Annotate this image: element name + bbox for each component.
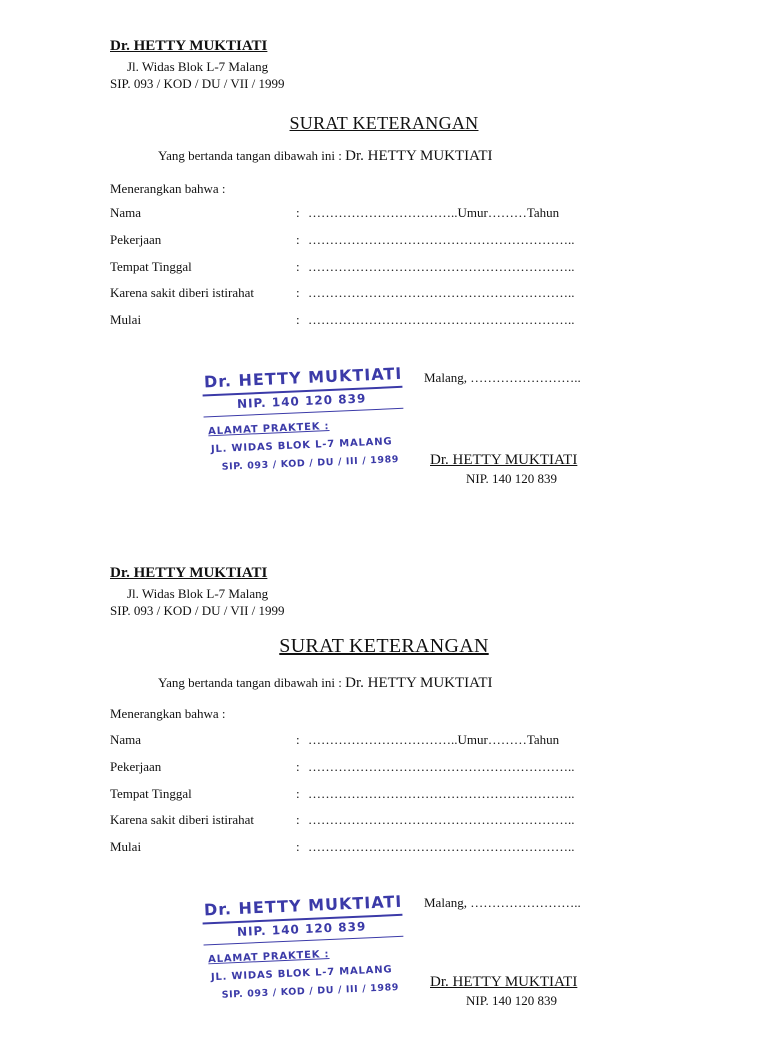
field-blank-nama[interactable]: ……………………………..Umur………Tahun bbox=[308, 205, 560, 220]
field-colon: : bbox=[296, 285, 300, 300]
stamp-name: Dr. HETTY MUKTIATI bbox=[203, 363, 403, 392]
stamp-address: JL. WIDAS BLOK L-7 MALANG bbox=[210, 964, 393, 984]
field-blank-mulai[interactable]: …………………………………………………….. bbox=[308, 312, 575, 327]
stamp-nip: NIP. 140 120 839 bbox=[236, 919, 367, 940]
header-address: Jl. Widas Blok L-7 Malang bbox=[127, 59, 269, 74]
header-address: Jl. Widas Blok L-7 Malang bbox=[127, 586, 269, 601]
intro-text: Yang bertanda tangan dibawah ini : bbox=[158, 675, 342, 690]
doctor-stamp bbox=[198, 361, 417, 488]
field-label-mulai: Mulai bbox=[110, 839, 142, 854]
field-label-nama: Nama bbox=[110, 732, 142, 747]
stamp-address: JL. WIDAS BLOK L-7 MALANG bbox=[210, 436, 393, 456]
menerangkan-label: Menerangkan bahwa : bbox=[110, 706, 226, 721]
stamp-label: ALAMAT PRAKTEK : bbox=[207, 949, 330, 966]
field-blank-pekerjaan[interactable]: …………………………………………………….. bbox=[308, 759, 575, 774]
field-label-tempat-tinggal: Tempat Tinggal bbox=[110, 259, 192, 274]
field-colon: : bbox=[296, 259, 300, 274]
signature-name: Dr. HETTY MUKTIATI bbox=[430, 452, 578, 468]
document-title: SURAT KETERANGAN bbox=[289, 113, 479, 133]
letter-2 bbox=[0, 527, 768, 1039]
field-label-pekerjaan: Pekerjaan bbox=[110, 759, 162, 774]
signature-name: Dr. HETTY MUKTIATI bbox=[430, 974, 578, 990]
intro-line bbox=[158, 675, 492, 692]
stamp-rule bbox=[204, 408, 404, 418]
stamp-label: ALAMAT PRAKTEK : bbox=[207, 421, 330, 438]
signature-nip: NIP. 140 120 839 bbox=[466, 993, 558, 1008]
stamp-sip: SIP. 093 / KOD / DU / III / 1989 bbox=[221, 454, 400, 473]
field-label-pekerjaan: Pekerjaan bbox=[110, 232, 162, 247]
field-colon: : bbox=[296, 732, 300, 747]
header-doctor-name: Dr. HETTY MUKTIATI bbox=[110, 38, 268, 54]
field-blank-pekerjaan[interactable]: …………………………………………………….. bbox=[308, 232, 575, 247]
stamp-rule bbox=[204, 936, 404, 946]
stamp-sip: SIP. 093 / KOD / DU / III / 1989 bbox=[221, 982, 400, 1001]
field-blank-nama[interactable]: ……………………………..Umur………Tahun bbox=[308, 732, 560, 747]
field-colon: : bbox=[296, 812, 300, 827]
field-label-mulai: Mulai bbox=[110, 312, 142, 327]
document-title: SURAT KETERANGAN bbox=[279, 635, 489, 657]
field-blank-istirahat[interactable]: …………………………………………………….. bbox=[308, 285, 575, 300]
field-blank-istirahat[interactable]: …………………………………………………….. bbox=[308, 812, 575, 827]
doctor-stamp bbox=[198, 889, 417, 1016]
field-colon: : bbox=[296, 232, 300, 247]
field-colon: : bbox=[296, 312, 300, 327]
header-sip: SIP. 093 / KOD / DU / VII / 1999 bbox=[110, 603, 285, 618]
header-sip: SIP. 093 / KOD / DU / VII / 1999 bbox=[110, 76, 285, 91]
field-label-nama: Nama bbox=[110, 205, 142, 220]
field-colon: : bbox=[296, 786, 300, 801]
place-date[interactable]: Malang, …………………….. bbox=[424, 895, 581, 910]
field-blank-mulai[interactable]: …………………………………………………….. bbox=[308, 839, 575, 854]
intro-name: Dr. HETTY MUKTIATI bbox=[345, 148, 493, 164]
intro-line bbox=[158, 148, 492, 165]
field-colon: : bbox=[296, 205, 300, 220]
signature-nip: NIP. 140 120 839 bbox=[466, 471, 558, 486]
field-label-tempat-tinggal: Tempat Tinggal bbox=[110, 786, 192, 801]
intro-text: Yang bertanda tangan dibawah ini : bbox=[158, 148, 342, 163]
menerangkan-label: Menerangkan bahwa : bbox=[110, 181, 226, 196]
intro-name: Dr. HETTY MUKTIATI bbox=[345, 675, 493, 691]
field-colon: : bbox=[296, 839, 300, 854]
field-label-istirahat: Karena sakit diberi istirahat bbox=[110, 812, 255, 827]
field-label-istirahat: Karena sakit diberi istirahat bbox=[110, 285, 255, 300]
stamp-name: Dr. HETTY MUKTIATI bbox=[203, 891, 403, 920]
header-doctor-name: Dr. HETTY MUKTIATI bbox=[110, 565, 268, 581]
place-date[interactable]: Malang, …………………….. bbox=[424, 370, 581, 385]
field-blank-tempat-tinggal[interactable]: …………………………………………………….. bbox=[308, 786, 575, 801]
field-blank-tempat-tinggal[interactable]: …………………………………………………….. bbox=[308, 259, 575, 274]
field-colon: : bbox=[296, 759, 300, 774]
stamp-nip: NIP. 140 120 839 bbox=[236, 391, 367, 412]
letter-1 bbox=[0, 0, 768, 512]
